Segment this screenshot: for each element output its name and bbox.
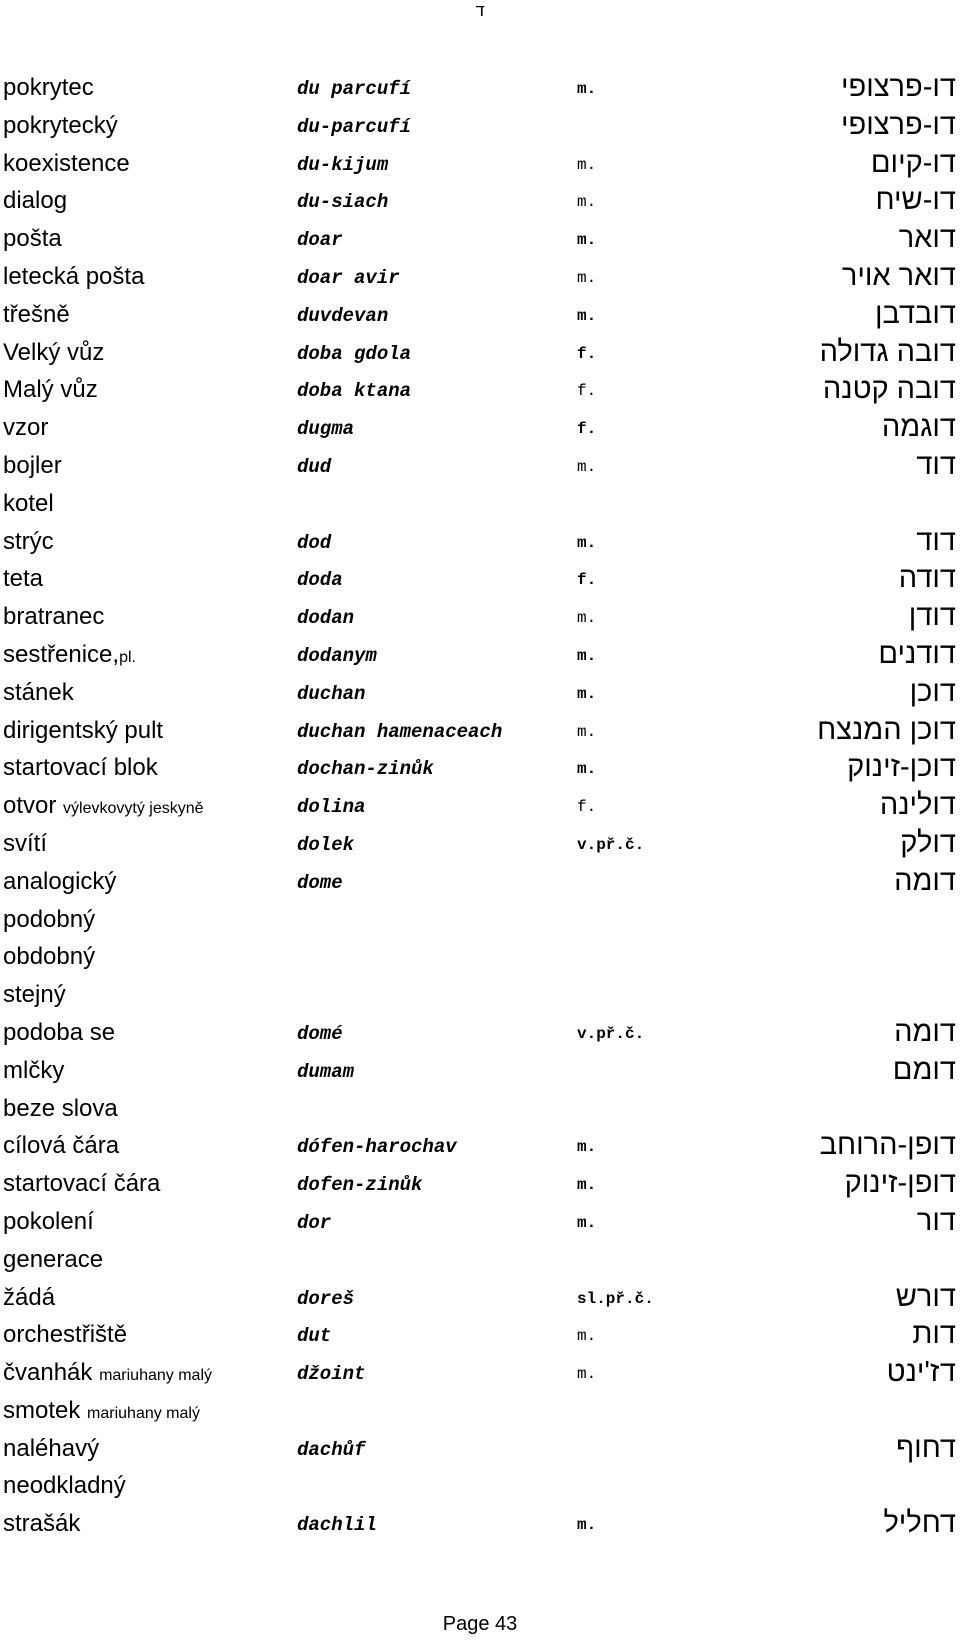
czech-word: svítí [3, 829, 48, 857]
hebrew-term: דואר [898, 222, 956, 255]
hebrew-term: דודנים [878, 637, 956, 670]
hebrew-term: דות [912, 1318, 956, 1351]
czech-word: cílová čára [3, 1132, 120, 1160]
hebrew-term: דופן-זינוק [844, 1167, 956, 1200]
czech-word: podobný [3, 905, 96, 933]
czech-term [3, 674, 74, 712]
grammar-tag: m. [577, 533, 597, 552]
dictionary-entry [0, 334, 960, 372]
czech-term [3, 901, 95, 939]
czech-term [3, 371, 98, 409]
hebrew-term: דוכן-זינוק [847, 751, 956, 784]
czech-word: pošta [3, 225, 62, 253]
transliteration: doar [297, 229, 343, 252]
dictionary-entry [0, 69, 960, 107]
hebrew-term: דובדבן [874, 297, 956, 330]
dictionary-entry [0, 1392, 960, 1430]
transliteration: domé [297, 1022, 343, 1045]
czech-note: výlevkovytý jeskyně [63, 800, 204, 818]
czech-term [3, 69, 94, 107]
transliteration: dud [297, 455, 332, 478]
czech-note: pl. [119, 648, 136, 666]
page-number: Page 43 [442, 1613, 518, 1635]
czech-term [3, 334, 104, 372]
transliteration: dachůf [297, 1438, 366, 1461]
hebrew-term: דודה [898, 562, 956, 595]
hebrew-term: דוכן המנצח [817, 713, 956, 746]
transliteration: dugma [297, 418, 355, 441]
grammar-tag: m. [577, 646, 597, 665]
dictionary-entry [0, 749, 960, 787]
czech-word: dialog [3, 187, 68, 215]
czech-term [3, 787, 204, 828]
transliteration: dodanym [297, 644, 377, 667]
grammar-tag: m. [577, 722, 597, 741]
czech-word: pokrytecký [3, 111, 118, 139]
transliteration: duchan [297, 682, 366, 705]
czech-term [3, 712, 163, 750]
dictionary-entry [0, 1467, 960, 1505]
hebrew-term: דוכן [909, 675, 956, 708]
transliteration: dumam [297, 1060, 355, 1083]
czech-word: generace [3, 1245, 104, 1273]
dictionary-entry [0, 409, 960, 447]
grammar-tag: m. [577, 1516, 597, 1535]
czech-word: stejný [3, 981, 66, 1009]
czech-term [3, 560, 43, 598]
transliteration: dolina [297, 796, 366, 819]
grammar-tag: f. [577, 344, 597, 363]
dictionary-entry [0, 825, 960, 863]
czech-word: bratranec [3, 603, 105, 631]
czech-word: startovací čára [3, 1170, 161, 1198]
dictionary-entry [0, 863, 960, 901]
transliteration: džoint [297, 1363, 366, 1386]
czech-term [3, 1316, 127, 1354]
hebrew-term: דחליל [883, 1507, 956, 1540]
czech-term [3, 1430, 99, 1468]
czech-word: strašák [3, 1510, 81, 1538]
czech-term [3, 1241, 103, 1279]
czech-term [3, 107, 118, 145]
czech-term [3, 258, 144, 296]
czech-word: Malý vůz [3, 376, 98, 404]
czech-note: mariuhany malý [99, 1367, 212, 1385]
grammar-tag: m. [577, 457, 597, 476]
dictionary-entry [0, 1165, 960, 1203]
czech-word: vzor [3, 414, 49, 442]
czech-word: čvanhák [3, 1359, 93, 1387]
dictionary-entry [0, 296, 960, 334]
grammar-tag: m. [577, 1176, 597, 1195]
czech-word: orchestřiště [3, 1321, 128, 1349]
grammar-tag: m. [577, 760, 597, 779]
grammar-tag: sl.př.č. [577, 1289, 654, 1308]
dictionary-entry [0, 1014, 960, 1052]
grammar-tag: m. [577, 193, 597, 212]
grammar-tag: m. [577, 268, 597, 287]
dictionary-entry [0, 1279, 960, 1317]
grammar-tag: v.př.č. [577, 835, 645, 854]
czech-term [3, 1505, 80, 1543]
grammar-tag: m. [577, 80, 597, 98]
dictionary-entry [0, 1241, 960, 1279]
czech-term [3, 1203, 94, 1241]
czech-term [3, 825, 47, 863]
grammar-tag: v.př.č. [577, 1024, 645, 1043]
transliteration: duvdevan [297, 304, 389, 327]
czech-term [3, 1165, 160, 1203]
transliteration: du-kijum [297, 153, 389, 176]
transliteration: doda [297, 569, 343, 592]
hebrew-term: דודן [908, 600, 956, 633]
hebrew-term: דו-קיום [870, 146, 956, 179]
hebrew-term: דומם [892, 1053, 956, 1086]
grammar-tag: f. [577, 382, 597, 401]
czech-term [3, 447, 62, 485]
dictionary-entries [0, 69, 960, 1543]
hebrew-term: דוד [916, 448, 956, 481]
dictionary-entry [0, 1316, 960, 1354]
czech-term [3, 220, 62, 258]
transliteration: du-siach [297, 191, 389, 214]
dictionary-entry [0, 560, 960, 598]
transliteration: dochan-zinůk [297, 758, 434, 781]
dictionary-entry [0, 1505, 960, 1543]
czech-term [3, 1052, 64, 1090]
hebrew-term: דובה קטנה [822, 373, 956, 406]
hebrew-term: דולק [900, 826, 956, 859]
czech-term [3, 1467, 126, 1505]
czech-word: smotek [3, 1396, 81, 1424]
dictionary-entry [0, 523, 960, 561]
dictionary-entry [0, 258, 960, 296]
czech-term [3, 598, 104, 636]
grammar-tag: f. [577, 798, 597, 817]
czech-word: sestřenice, [3, 640, 120, 668]
hebrew-term: דו-פרצופי [841, 71, 956, 103]
hebrew-term: דופן-הרוחב [819, 1129, 956, 1162]
grammar-tag: m. [577, 231, 597, 250]
transliteration: doreš [297, 1287, 355, 1310]
grammar-tag: m. [577, 1138, 597, 1157]
dictionary-entry [0, 598, 960, 636]
dictionary-entry [0, 1203, 960, 1241]
czech-term [3, 145, 130, 183]
transliteration: du parcufí [297, 78, 412, 100]
czech-term [3, 1279, 55, 1317]
grammar-tag: m. [577, 306, 597, 325]
czech-term [3, 938, 95, 976]
dictionary-entry [0, 1354, 960, 1392]
czech-word: neodkladný [3, 1472, 126, 1500]
hebrew-term: דומה [894, 1015, 956, 1048]
transliteration: dut [297, 1325, 332, 1348]
transliteration: doba ktana [297, 380, 412, 403]
grammar-tag: m. [577, 1213, 597, 1232]
transliteration: dome [297, 871, 343, 894]
hebrew-term: דז'ינט [886, 1356, 956, 1389]
czech-word: startovací blok [3, 754, 158, 782]
czech-term [3, 182, 67, 220]
dictionary-entry [0, 712, 960, 750]
dictionary-entry [0, 976, 960, 1014]
czech-term [3, 976, 66, 1014]
dictionary-entry [0, 1127, 960, 1165]
dictionary-entry [0, 938, 960, 976]
czech-term [3, 1127, 119, 1165]
czech-term [3, 1090, 118, 1128]
czech-word: stánek [3, 678, 74, 706]
czech-word: pokrytec [3, 74, 94, 101]
dictionary-entry [0, 1052, 960, 1090]
czech-note: mariuhany malý [87, 1404, 200, 1422]
grammar-tag: f. [577, 571, 597, 590]
czech-word: žádá [3, 1283, 56, 1311]
czech-word: naléhavý [3, 1434, 100, 1462]
hebrew-term: דוד [916, 524, 956, 557]
hebrew-term: דורש [895, 1280, 956, 1313]
czech-word: dirigentský pult [3, 716, 164, 744]
czech-term [3, 409, 48, 447]
czech-word: teta [3, 565, 44, 593]
czech-term [3, 636, 136, 677]
czech-word: analogický [3, 867, 117, 895]
czech-word: kotel [3, 489, 54, 517]
czech-word: bojler [3, 451, 62, 479]
transliteration: duchan hamenaceach [297, 720, 503, 743]
hebrew-term: דור [916, 1204, 956, 1237]
czech-word: pokolení [3, 1207, 94, 1235]
transliteration: dófen-harochav [297, 1136, 457, 1159]
hebrew-term: דחוף [896, 1431, 956, 1464]
hebrew-term: דומה [894, 864, 956, 897]
czech-word: mlčky [3, 1056, 65, 1084]
czech-word: otvor [3, 792, 57, 820]
transliteration: dor [297, 1211, 332, 1234]
dictionary-entry [0, 1430, 960, 1468]
dictionary-entry [0, 182, 960, 220]
grammar-tag: m. [577, 1327, 597, 1346]
grammar-tag: f. [577, 420, 597, 439]
transliteration: doba gdola [297, 342, 412, 365]
hebrew-term: דולינה [879, 789, 956, 822]
dictionary-entry [0, 485, 960, 523]
czech-term [3, 485, 54, 523]
czech-word: podoba se [3, 1018, 116, 1046]
dictionary-entry [0, 1090, 960, 1128]
czech-term [3, 296, 70, 334]
czech-term [3, 749, 158, 787]
grammar-tag: m. [577, 1365, 597, 1384]
hebrew-term: דו-שיח [875, 184, 956, 217]
czech-term [3, 523, 54, 561]
czech-term [3, 1354, 212, 1395]
czech-term [3, 1014, 115, 1052]
transliteration: du-parcufí [297, 115, 412, 138]
hebrew-term: דו-פרצופי [841, 108, 956, 141]
dictionary-entry [0, 674, 960, 712]
dictionary-entry [0, 901, 960, 939]
czech-word: třešně [3, 300, 70, 328]
grammar-tag: m. [577, 684, 597, 703]
dictionary-entry [0, 220, 960, 258]
transliteration: dolek [297, 833, 355, 856]
dictionary-entry [0, 787, 960, 825]
czech-term [3, 1392, 200, 1433]
czech-word: Velký vůz [3, 338, 105, 366]
grammar-tag: m. [577, 609, 597, 628]
czech-word: letecká pošta [3, 262, 145, 290]
dictionary-entry [0, 636, 960, 674]
czech-term [3, 863, 116, 901]
page-header-letter: ד [475, 0, 485, 21]
hebrew-term: דואר אויר [841, 259, 956, 292]
transliteration: dodan [297, 607, 355, 630]
transliteration: dod [297, 531, 332, 554]
czech-word: beze slova [3, 1094, 118, 1122]
dictionary-entry [0, 107, 960, 145]
dictionary-entry [0, 371, 960, 409]
czech-word: obdobný [3, 943, 96, 971]
hebrew-term: דובה גדולה [819, 335, 956, 368]
czech-word: strýc [3, 527, 54, 555]
dictionary-entry [0, 145, 960, 183]
dictionary-entry [0, 447, 960, 485]
hebrew-term: דוגמה [881, 411, 956, 444]
czech-word: koexistence [3, 149, 130, 177]
transliteration: dofen-zinůk [297, 1174, 423, 1197]
transliteration: doar avir [297, 266, 400, 289]
grammar-tag: m. [577, 155, 597, 174]
transliteration: dachlil [297, 1514, 377, 1537]
